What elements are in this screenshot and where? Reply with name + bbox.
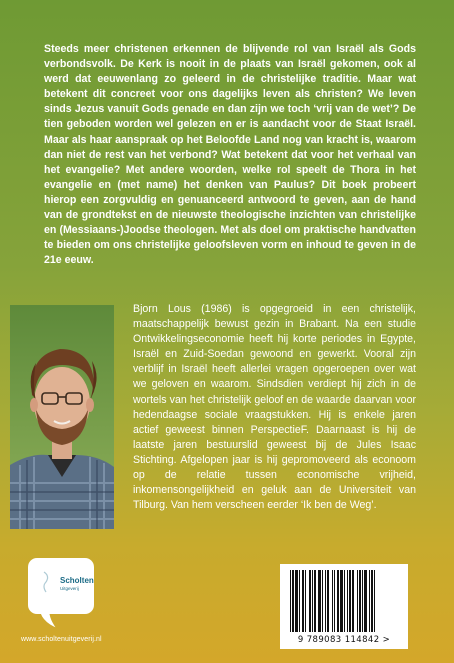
back-cover-blurb: Steeds meer christenen erkennen de blijvende rol van Israël als Gods verbondsvolk. De Kerk is nooit in de plaats van Israël gekomen, ook al werd dat eeuwenlang zo geleerd in de christelijke traditie. Maar wat betekent dit concreet voor ons dagelijks leven als christen? We leven sinds Jezus vanuit Gods genade en dan zijn we toch ‘vrij van de wet’? De tien geboden worden wel gelezen en er is aandacht voor de Staat Israël. Maar als haar aanspraak op het Beloofde Land nog van kracht is, waarom dan niet de rest van het verbond? Wat betekent dat voor het verhaal van het evangelie? Met andere woorden, welke rol speelt de Thora in het evangelie en (met name) het denken van Paulus? Dit boek probeert hierop een zorgvuldig en genuanceerd antwoord te geven, aan de hand van de grondtekst en de nieuwste theologische inzichten van christelijke en (Messiaans-)Joodse theologen. Met als doel om praktische handvatten te bieden om ons christelijke geloofsleven vorm en inhoud te geven in de 21e eeuw. bbox=[44, 43, 416, 267]
isbn-digits: 9 789083 114842 > bbox=[297, 635, 391, 645]
author-photo bbox=[10, 305, 114, 529]
publisher-logo-icon bbox=[24, 556, 98, 630]
publisher-subtitle: Uitgeverij bbox=[60, 586, 79, 591]
barcode-icon bbox=[280, 564, 408, 636]
isbn-barcode bbox=[280, 564, 408, 649]
publisher-name: Scholten bbox=[60, 576, 94, 585]
author-bio: Bjorn Lous (1986) is opgegroeid in een christelijk, maatschappelijk bewust gezin in Brabant. Na een studie Ontwikkelingseconomie heeft hij korte periodes in Egypte, Israël en Zuid-Soedan gewoond en gewerkt. Vooral zijn verblijf in Israël heeft allerlei vragen opgeroepen over wat we geloven en waarom. Sindsdien verdiept hij zich in de wortels van het christelijk geloof en de waarde daarvan voor hedendaagse sociale vraagstukken. Hij is enkele jaren actief geweest binnen PerspectieF. Daarnaast is hij de laatste jaren bestuurslid geweest bij de Jules Isaac Stichting. Afgelopen jaar is hij gepromoveerd als econoom op de relatie tussen economische vrijheid, inkomensongelijkheid en geluk aan de Universiteit van Tilburg. Van hem verscheen eerder ‘Ik ben de Weg’. bbox=[133, 303, 416, 512]
publisher-website[interactable]: www.scholtenuitgeverij.nl bbox=[21, 636, 102, 643]
publisher-logo bbox=[24, 556, 98, 630]
